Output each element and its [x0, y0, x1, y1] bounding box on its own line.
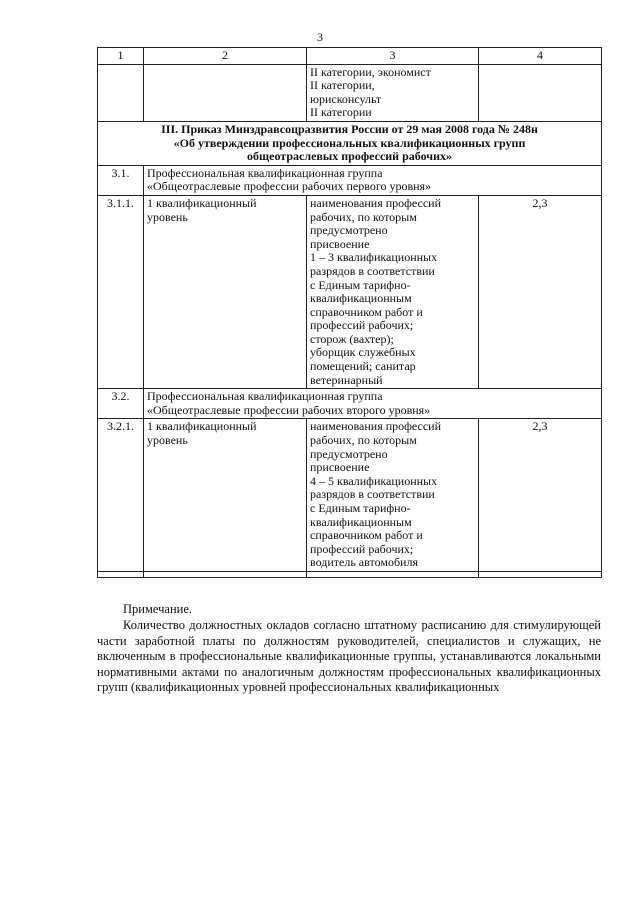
text-line: предусмотрено	[310, 446, 388, 461]
text-line: Профессиональная квалификационная группа	[147, 389, 383, 404]
text-line: «Общеотраслевые профессии рабочих первого уровня»	[147, 179, 432, 194]
text-line: сторож (вахтер);	[310, 331, 394, 346]
text-line: II категории	[310, 105, 372, 120]
text-line: уборщик служебных	[310, 345, 416, 360]
header-col-2: 2	[144, 48, 307, 65]
text-line: Профессиональная квалификационная группа	[147, 165, 383, 180]
text-line: разрядов в соответствии	[310, 487, 435, 502]
header-col-3: 3	[307, 48, 479, 65]
qualification-table	[97, 47, 602, 578]
level-row	[98, 419, 602, 572]
text-line: 1 – 3 квалификационных	[310, 250, 438, 265]
section-heading	[98, 121, 602, 165]
table-bottom-spacer	[98, 571, 602, 577]
group-title	[144, 389, 602, 419]
text-line: профессий рабочих;	[310, 541, 414, 556]
coefficient-value: 2,3	[479, 195, 602, 388]
text-line: «Общеотраслевые профессии рабочих второго уровня»	[147, 402, 431, 417]
text-line: водитель автомобиля	[310, 555, 418, 570]
text-line: уровень	[147, 209, 188, 224]
table-header-row	[98, 48, 602, 65]
text-line: общеотраслевых профессий рабочих»	[247, 149, 452, 164]
group-title	[144, 165, 602, 195]
text-line: предусмотрено	[310, 223, 388, 238]
text-line: с Единым тарифно-	[310, 277, 411, 292]
text-line: квалификационным	[310, 514, 412, 529]
coefficient-value: 2,3	[479, 419, 602, 572]
level-number: 3.1.1.	[98, 195, 144, 388]
text-line: III. Приказ Минздравсоцразвития России от 29 мая 2008 года № 248н	[161, 121, 538, 136]
text-line: рабочих, по которым	[310, 209, 417, 224]
text-line: разрядов в соответствии	[310, 263, 435, 278]
text-line: присвоение	[310, 460, 370, 475]
text-line: юрисконсульт	[310, 91, 382, 106]
text-line: помещений; санитар	[310, 359, 416, 374]
note-body: Количество должностных окладов согласно штатному расписанию для стимулирующей части заработной платы по должностям руководителей, специалистов и служащих, не включенным в профессиональные квалификационные группы, устанавливаются локальными нормативными актами по аналогичным должностям профессиональных квалификационных групп (квалификационных уровней профессиональных квалификационных	[97, 618, 601, 695]
text-line: справочником работ и	[310, 304, 423, 319]
header-col-1: 1	[98, 48, 144, 65]
level-name	[144, 419, 307, 572]
text-line: профессий рабочих;	[310, 318, 414, 333]
text-line: II категории,	[310, 78, 375, 93]
group-row	[98, 389, 602, 419]
previous-positions-cell	[307, 64, 479, 121]
group-number: 3.2.	[98, 389, 144, 419]
section-heading-row	[98, 121, 602, 165]
text-line: 1 квалификационный	[147, 419, 257, 434]
text-line: 4 – 5 квалификационных	[310, 473, 438, 488]
level-description	[307, 195, 479, 388]
text-line: справочником работ и	[310, 528, 423, 543]
text-line: уровень	[147, 433, 188, 448]
text-line: с Единым тарифно-	[310, 501, 411, 515]
text-line: 1 квалификационный	[147, 195, 257, 210]
note-title: Примечание.	[123, 602, 193, 616]
text-line: присвоение	[310, 236, 370, 251]
level-description	[307, 419, 479, 572]
text-line: ветеринарный	[310, 372, 383, 387]
text-line: II категории, экономист	[310, 64, 431, 79]
text-line: наименования профессий	[310, 419, 442, 434]
group-number: 3.1.	[98, 165, 144, 195]
group-row	[98, 165, 602, 195]
text-line: наименования профессий	[310, 195, 442, 210]
text-line: рабочих, по которым	[310, 433, 417, 448]
level-name	[144, 195, 307, 388]
header-col-4: 4	[479, 48, 602, 65]
level-number: 3.2.1.	[98, 419, 144, 572]
level-row	[98, 195, 602, 388]
table-row	[98, 64, 602, 121]
text-line: «Об утверждении профессиональных квалификационных групп	[173, 135, 526, 150]
text-line: квалификационным	[310, 291, 412, 306]
page-number: 3	[317, 30, 323, 44]
